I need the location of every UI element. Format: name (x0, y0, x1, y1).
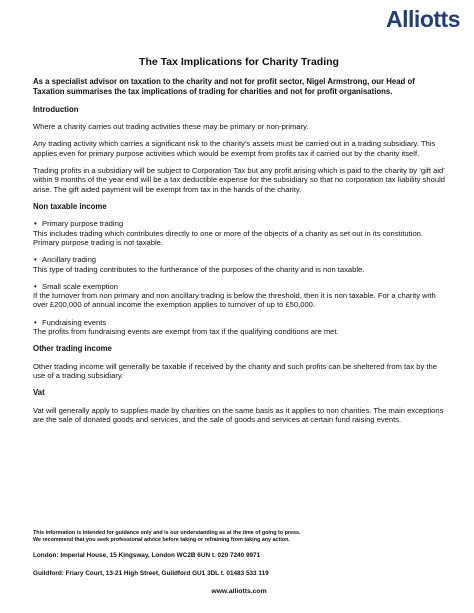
bullet-title: • Fundraising events (33, 318, 445, 327)
intro-paragraph-3: Trading profits in a subsidiary will be subject to Corporation Tax but any profit arising which is paid to the charity by ‘gift aid’ within 9 months of the year end will be a tax deductible expense for the subsidiary so that no corporation tax liability should arise. The gift aided payment will be exempt from tax in the hands of the charity. (33, 165, 445, 194)
document-body (33, 56, 445, 433)
heading-other-trading: Other trading income (33, 344, 112, 354)
document-title: The Tax Implications for Charity Trading (139, 56, 339, 68)
company-logo (386, 6, 460, 33)
bullet-text: This includes trading which contributes directly to one or more of the objects of a charity as set out in its constitution. Primary purpose trading is not taxable. (33, 228, 424, 247)
intro-paragraph-1: Where a charity carries out trading activities these may be primary or non-primary. (33, 122, 309, 132)
bullet-text: This type of trading contributes to the furtherance of the purposes of the charity and is non taxable. (33, 264, 365, 274)
bullet-title: • Small scale exemption (33, 282, 445, 291)
list-item (33, 255, 445, 274)
list-item (33, 318, 445, 337)
bullet-text: The profits from fundraising events are exempt from tax if the qualifying conditions are met. (33, 327, 339, 337)
list-item (33, 219, 445, 247)
bullet-title: • Ancillary trading (33, 255, 445, 264)
vat-paragraph: Vat will generally apply to supplies made by charities on the same basis as it applies to non charities. The main exceptions are the sale of donated goods and services, and the sale of goods and services at certain fund raising events. (33, 405, 444, 425)
guildford-address: Guildford: Friary Court, 13-21 High Street, Guildford GU1 3DL t. 01483 533 119 (33, 570, 269, 577)
website-link[interactable]: www.allіotts.com (211, 588, 267, 595)
heading-vat: Vat (33, 388, 45, 398)
intro-paragraph-2: Any trading activity which carries a significant risk to the charity’s assets must be carried out in a trading subsidiary. This applies even for primary purpose activities which would be exempt from profits tax if carried out by the charity itself. (33, 139, 436, 158)
disclaimer-line-2: We recommend that you seek professional advice before taking or refraining from taking any action. (33, 537, 290, 543)
heading-non-taxable: Non taxable income (33, 201, 107, 211)
bullet-title: • Primary purpose trading (33, 219, 445, 228)
logo-text: Allіotts (386, 6, 460, 32)
disclaimer (33, 530, 445, 544)
bullet-text: If the turnover from non primary and non ancillary trading is below the threshold, then it is non taxable. For a charity with over £200,000 of annual income the exemption applies to turnover of up to £50,000. (33, 291, 436, 310)
lead-paragraph: As a specialist advisor on taxation to the charity and not for profit sector, Nigel Armstrong, our Head of Taxation summarises the tax implications of trading for charities and not for profit organisations. (33, 77, 415, 96)
page-footer (33, 530, 445, 595)
disclaimer-line-1: This information is intended for guidance only and is our understanding as at the time of going to press. (33, 530, 301, 536)
list-item (33, 282, 445, 310)
other-paragraph: Other trading income will generally be taxable if received by the charity and such profits can be sheltered from tax by the use of a trading subsidiary. (33, 361, 437, 381)
london-address: London: Imperial House, 15 Kingsway, London WC2B 6UN t. 020 7240 9971 (33, 552, 261, 559)
heading-introduction: Introduction (33, 104, 79, 114)
